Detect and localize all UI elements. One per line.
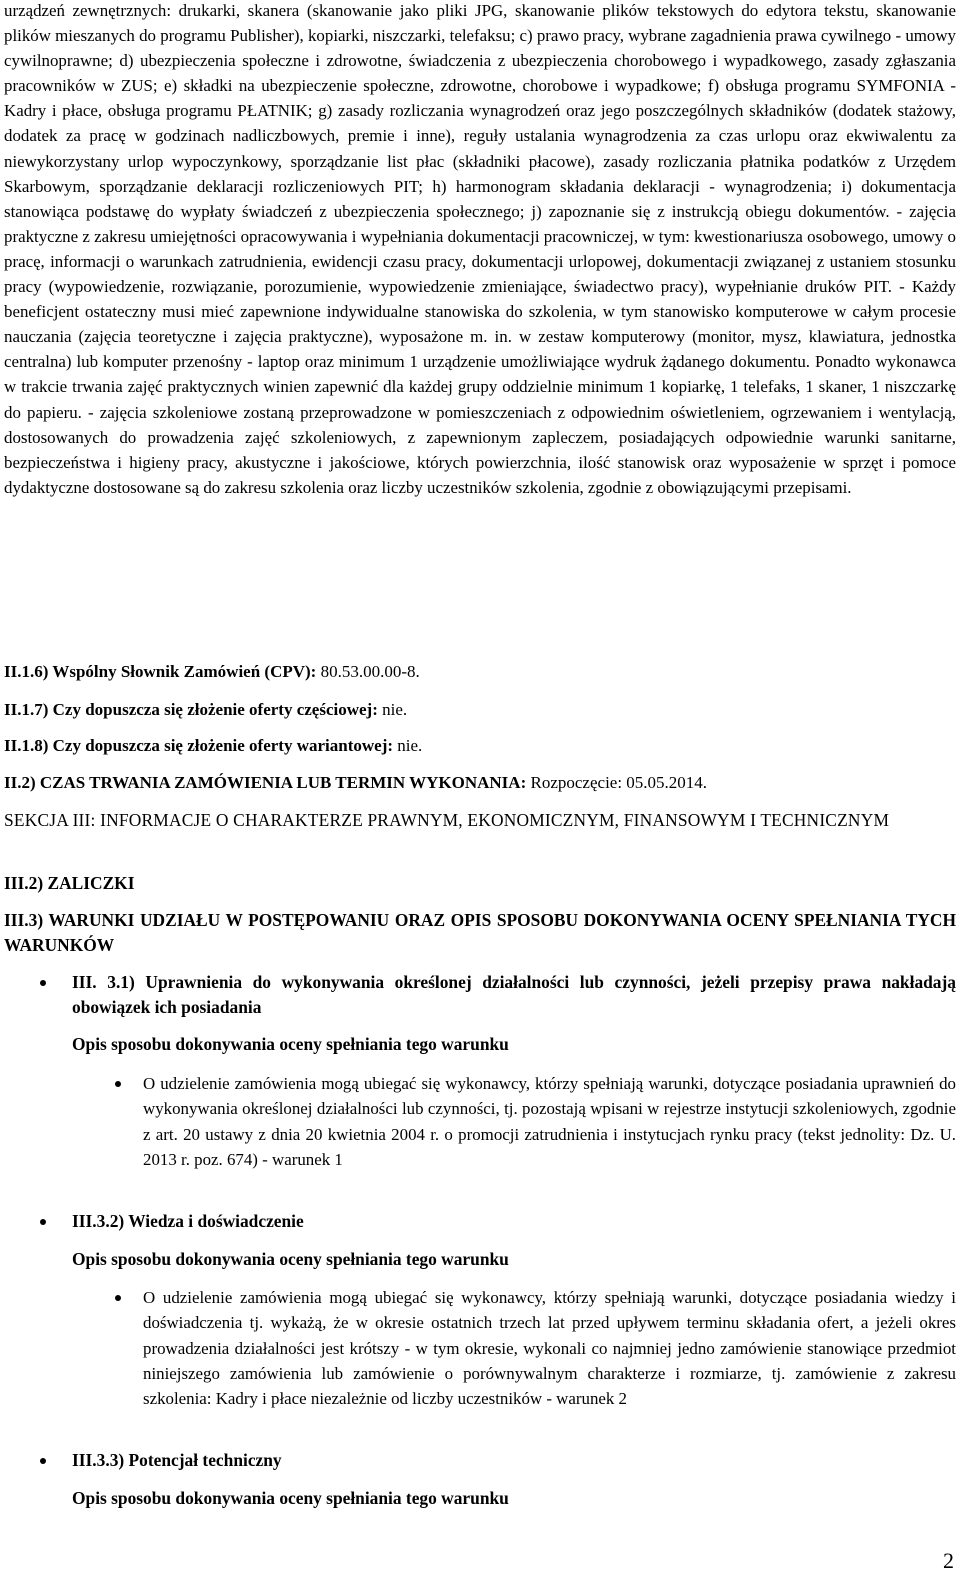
condition-1-desc-label: Opis sposobu dokonywania oceny spełniania tego warunku	[72, 1034, 509, 1054]
condition-2-desc-label: Opis sposobu dokonywania oceny spełniania tego warunku	[72, 1249, 509, 1269]
bullet-icon	[40, 980, 46, 986]
bullet-icon	[115, 1295, 121, 1301]
duration-value: Rozpoczęcie: 05.05.2014.	[526, 773, 708, 792]
partial-offer-value: nie.	[377, 700, 408, 719]
duration-field	[4, 771, 707, 795]
conditions-heading: III.3) WARUNKI UDZIAŁU W POSTĘPOWANIU ORAZ OPIS SPOSOBU DOKONYWANIA OCENY SPEŁNIANIA TYCH WARUNKÓW	[4, 910, 956, 955]
condition-1-title	[72, 970, 956, 1020]
advances-heading: III.2) ZALICZKI	[4, 873, 135, 893]
page-number: 2	[943, 1548, 954, 1573]
condition-2-desc-text: O udzielenie zamówienia mogą ubiegać się wykonawcy, którzy spełniają warunki, dotyczące posiadania wiedzy i doświadczenia tj. wykażą, że w okresie ostatnich trzech lat przed upływem terminu składania ofert, a jeżeli okres prowadzenia działalności jest krótszy - w tym okresie, wykonali co najmniej jedno zamówienie stanowiące przedmiot niniejszego zamówienia lub zamówienie o porównywalnym charakterze i rozmiarze, tj. zamówienie z zakresu szkolenia: Kadry i płace niezależnie od liczby uczestników - warunek 2	[143, 1288, 956, 1409]
partial-offer-field	[4, 698, 407, 722]
condition-3-desc-label: Opis sposobu dokonywania oceny spełniania tego warunku	[72, 1488, 509, 1508]
condition-1-desc-text: O udzielenie zamówienia mogą ubiegać się wykonawcy, którzy spełniają warunki, dotyczące posiadania uprawnień do wykonywania określonej działalności lub czynności, tj. pozostają wpisani w rejestrze instytucji szkoleniowych, zgodnie z art. 20 ustawy z dnia 20 kwietnia 2004 r. o promocji zatrudnienia i instytucjach rynku pracy (tekst jednolity: Dz. U. 2013 r. poz. 674) - warunek 1	[143, 1074, 956, 1169]
variant-offer-value: nie.	[393, 736, 423, 755]
cpv-value: 80.53.00.00-8.	[316, 662, 420, 681]
bullet-icon	[115, 1081, 121, 1087]
bullet-icon	[40, 1219, 46, 1225]
condition-1-title-text: III. 3.1) Uprawnienia do wykonywania określonej działalności lub czynności, jeżeli przepisy prawa nakładają obowiązek ich posiadania	[72, 972, 956, 1017]
variant-offer-label: II.1.8) Czy dopuszcza się złożenie oferty wariantowej:	[4, 736, 394, 755]
body-paragraph: urządzeń zewnętrznych: drukarki, skanera (skanowanie jako pliki JPG, skanowanie plików tekstowych do edytora tekstu, skanowanie plików mieszanych do programu Publisher), kopiarki, niszczarki, telefaksu; c) prawo pracy, wybrane zagadnienia prawa cywilnego - umowy cywilnoprawne; d) ubezpieczenia społeczne i zdrowotne, świadczenia z ubezpieczenia chorobowego i wypadkowego, zasady zgłaszania pracowników w ZUS; e) składki na ubezpieczenie społeczne, zdrowotne, chorobowe i wypadkowe; f) obsługa programu SYMFONIA - Kadry i płace, obsługa programu PŁATNIK; g) zasady rozliczania wynagrodzeń oraz jego poszczególnych składników (dodatek stażowy, dodatek za pracę w godzinach nadliczbowych, premie i inne), reguły ustalania wynagrodzenia za czas urlopu oraz ekwiwalentu za niewykorzystany urlop wypoczynkowy, sporządzanie list płac (składniki płacowe), zasady rozliczania płatnika podatków z Urzędem Skarbowym, sporządzanie deklaracji rozliczeniowych PIT; h) harmonogram składania deklaracji - wynagrodzenia; i) dokumentacja stanowiąca podstawę do wypłaty świadczeń z ubezpieczenia społecznego; j) zapoznanie się z instrukcją obiegu dokumentów. - zajęcia praktyczne z zakresu umiejętności opracowywania i wypełniania dokumentacji pracowniczej, w tym: kwestionariusza osobowego, umowy o pracę, informacji o warunkach zatrudnienia, ewidencji czasu pracy, dokumentacji urlopowej, dokumentacji związanej z ustaniem stosunku pracy (wypowiedzenie, rozwiązanie, porozumienie, wypowiedzenie zmieniające, świadectwo pracy), wypełnianie druków PIT. - Każdy beneficjent ostateczny musi mieć zapewnione indywidualne stanowiska do szkolenia, w tym stanowisko komputerowe w całym procesie nauczania (zajęcia teoretyczne i zajęcia praktyczne), wyposażone m. in. w zestaw komputerowy (monitor, mysz, klawiatura, jednostka centralna) lub komputer przenośny - laptop oraz minimum 1 urządzenie umożliwiające wydruk żądanego dokumentu. Ponadto wykonawca w trakcie trwania zajęć praktycznych winien zapewnić dla każdej grupy oddzielnie minimum 1 kopiarkę, 1 telefaks, 1 skaner, 1 niszczarkę do papieru. - zajęcia szkoleniowe zostaną przeprowadzone w pomieszczeniach z odpowiednim oświetleniem, ogrzewaniem i wentylacją, dostosowanych do prowadzenia zajęć szkoleniowych, z zapewnionym zapleczem, posiadających odpowiednie warunki sanitarne, bezpieczeństwa i higieny pracy, akustyczne i jakościowe, których powierzchnia, ilość stanowisk oraz wyposażenie w sprzęt i pomoce dydaktyczne dostosowane są do zakresu szkolenia oraz liczby uczestników szkolenia, zgodnie z obowiązującymi przepisami.	[4, 1, 956, 497]
cpv-field	[4, 660, 420, 684]
partial-offer-label: II.1.7) Czy dopuszcza się złożenie oferty częściowej:	[4, 700, 378, 719]
duration-label: II.2) CZAS TRWANIA ZAMÓWIENIA LUB TERMIN WYKONANIA:	[4, 773, 527, 792]
bullet-icon	[40, 1458, 46, 1464]
condition-3-title: III.3.3) Potencjał techniczny	[72, 1450, 282, 1470]
section-3-title: SEKCJA III: INFORMACJE O CHARAKTERZE PRAWNYM, EKONOMICZNYM, FINANSOWYM I TECHNICZNYM	[4, 810, 890, 830]
variant-offer-field	[4, 734, 422, 758]
cpv-label: II.1.6) Wspólny Słownik Zamówień (CPV):	[4, 662, 317, 681]
condition-2-title: III.3.2) Wiedza i doświadczenie	[72, 1211, 304, 1231]
